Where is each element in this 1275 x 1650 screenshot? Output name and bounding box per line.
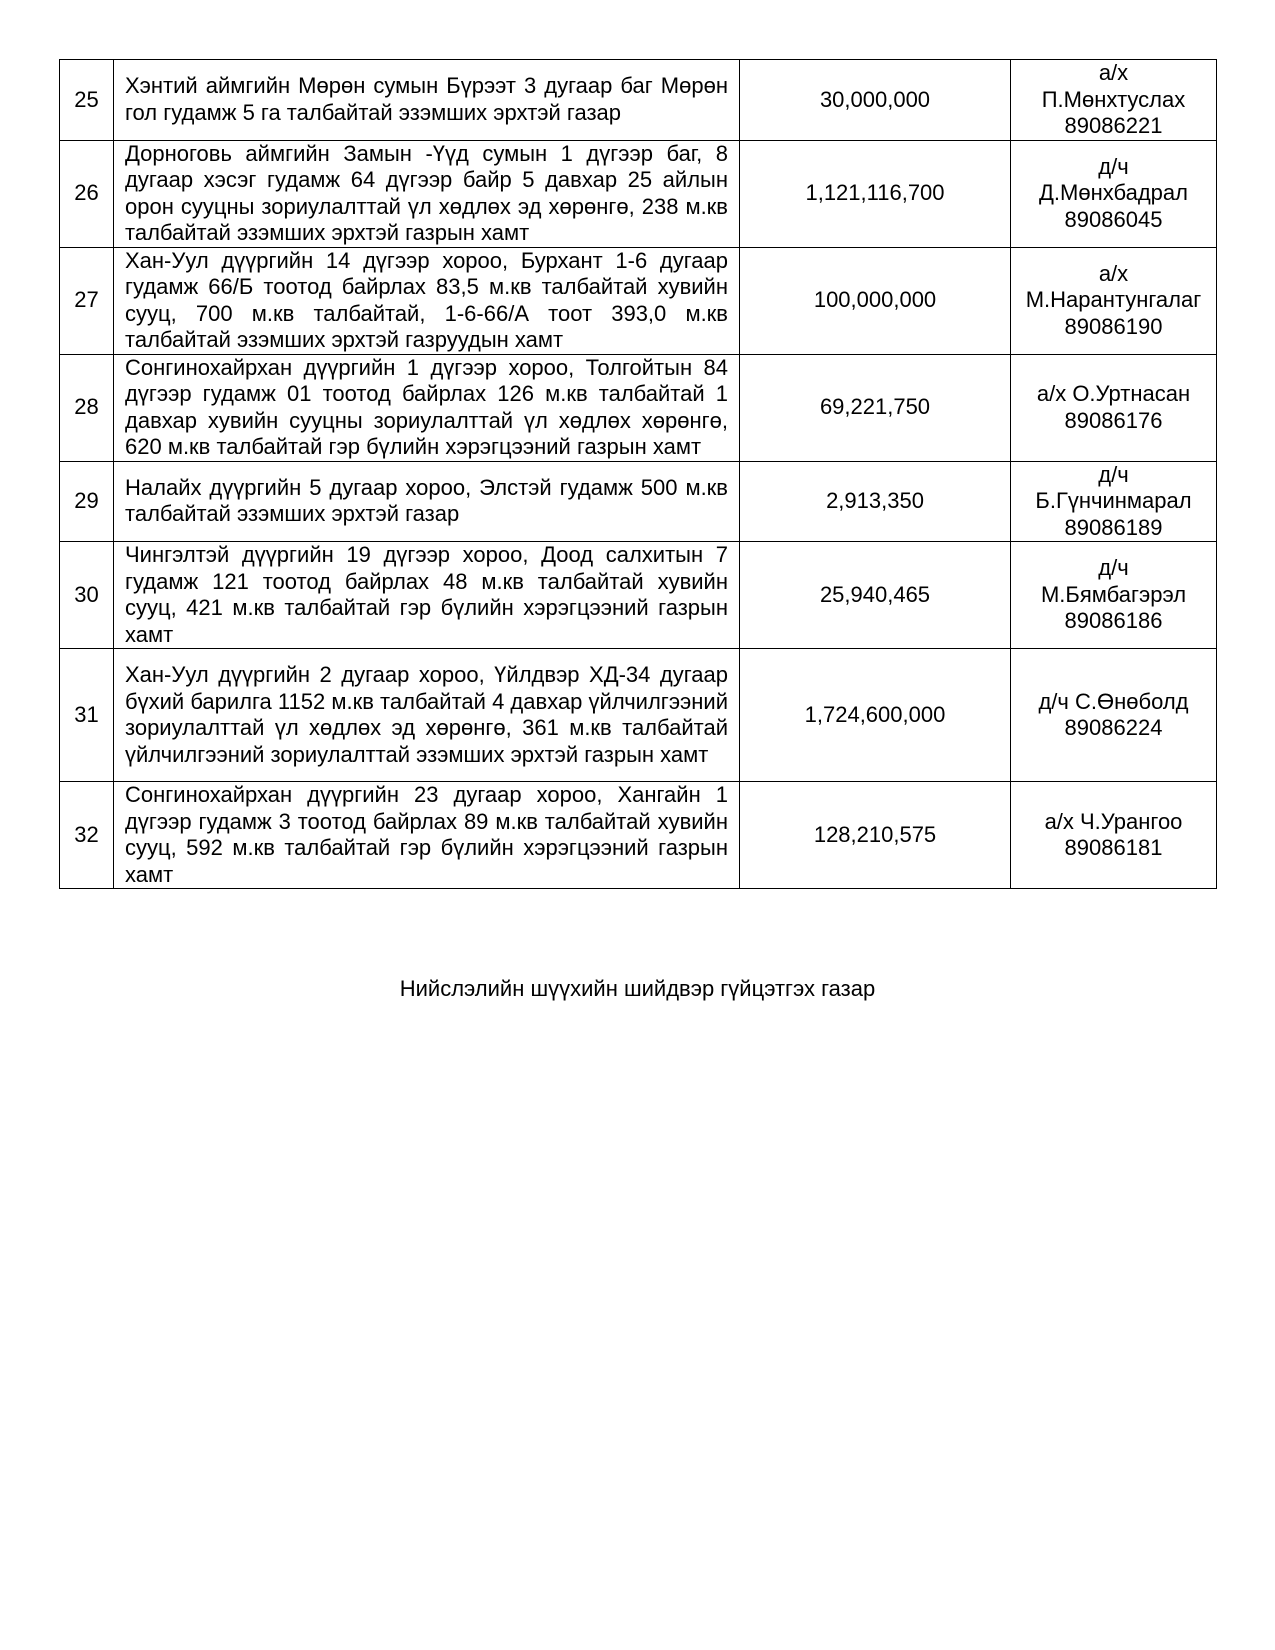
contact-phone: 89086221: [1064, 113, 1163, 138]
contact-cell: [1011, 247, 1217, 354]
table-row: [60, 354, 1217, 461]
row-number: 31: [60, 649, 114, 782]
contact-name: а/х О.Уртнасан: [1036, 381, 1191, 406]
property-description: Чингэлтэй дүүргийн 19 дүгээр хороо, Доод салхитын 7 гудамж 121 тоотод байрлах 48 м.кв талбайтай хувийн сууц, 421 м.кв талбайтай гэр бүлийн хэрэгцээний газрын хамт: [114, 542, 740, 649]
property-description: Сонгинохайрхан дүүргийн 1 дүгээр хороо, Толгойтын 84 дүгээр гудамж 01 тоотод байрлах 126 м.кв талбайтай 1 давхар хувийн сууцны зориулалттай үл хөдлөх хөрөнгө, 620 м.кв талбайтай гэр бүлийн хэрэгцээний газрын хамт: [114, 354, 740, 461]
contact-name: М.Нарантунгалаг: [1025, 287, 1202, 313]
property-price: 1,724,600,000: [740, 649, 1011, 782]
contact-role: а/х: [1098, 60, 1129, 85]
property-description: Сонгинохайрхан дүүргийн 23 дугаар хороо, Хангайн 1 дүгээр гудамж 3 тоотод байрлах 89 м.кв талбайтай хувийн сууц, 592 м.кв талбайтай гэр бүлийн хэрэгцээний газрын хамт: [114, 782, 740, 889]
contact-role: д/ч: [1098, 555, 1129, 581]
property-description: Хэнтий аймгийн Мөрөн сумын Бүрээт 3 дугаар баг Мөрөн гол гудамж 5 га талбайтай эзэмших эрхтэй газар: [114, 60, 740, 141]
contact-phone: 89086045: [1064, 206, 1163, 232]
contact-role: д/ч: [1098, 461, 1129, 487]
property-price: 25,940,465: [740, 542, 1011, 649]
contact-name: Б.Гүнчинмарал: [1035, 488, 1192, 513]
property-description: Хан-Уул дүүргийн 14 дүгээр хороо, Бурхант 1-6 дугаар гудамж 66/Б тоотод байрлах 83,5 м.кв талбайтай хувийн сууц, 700 м.кв талбайтай, 1-6-66/А тоот 393,0 м.кв талбайтай эзэмших эрхтэй газруудын хамт: [114, 247, 740, 354]
contact-cell: [1011, 140, 1217, 247]
table-row: [60, 60, 1217, 141]
contact-name: М.Бямбагэрэл: [1040, 581, 1187, 607]
contact-phone: 89086189: [1064, 514, 1163, 540]
property-price: 30,000,000: [740, 60, 1011, 141]
property-price: 128,210,575: [740, 782, 1011, 889]
contact-name: д/ч С.Өнөболд: [1038, 688, 1189, 714]
table-row: [60, 461, 1217, 542]
contact-cell: [1011, 60, 1217, 141]
property-price: 2,913,350: [740, 461, 1011, 542]
contact-cell: [1011, 782, 1217, 889]
contact-name: а/х Ч.Урангоо: [1044, 808, 1183, 834]
issuing-authority: Нийслэлийн шүүхийн шийдвэр гүйцэтгэх газар: [399, 976, 876, 1001]
contact-cell: [1011, 354, 1217, 461]
contact-name: П.Мөнхтуслах: [1041, 86, 1186, 112]
contact-phone: 89086181: [1064, 835, 1163, 860]
table-row: [60, 247, 1217, 354]
property-price: 69,221,750: [740, 354, 1011, 461]
property-description: Дорноговь аймгийн Замын -Үүд сумын 1 дүгээр баг, 8 дугаар хэсэг гудамж 64 дүгээр байр 5 давхар 25 айлын орон сууцны зориулалттай үл хөдлөх эд хөрөнгө, 238 м.кв талбайтай эзэмших эрхтэй газрын хамт: [114, 140, 740, 247]
row-number: 29: [60, 461, 114, 542]
row-number: 26: [60, 140, 114, 247]
contact-cell: [1011, 542, 1217, 649]
contact-phone: 89086190: [1064, 313, 1163, 339]
table-row: [60, 140, 1217, 247]
contact-cell: [1011, 649, 1217, 782]
property-description: Налайх дүүргийн 5 дугаар хороо, Элстэй гудамж 500 м.кв талбайтай эзэмших эрхтэй газар: [114, 461, 740, 542]
listing-table: [59, 59, 1217, 889]
contact-phone: 89086176: [1064, 407, 1163, 433]
contact-role: а/х: [1098, 260, 1129, 286]
row-number: 32: [60, 782, 114, 889]
table-row: [60, 782, 1217, 889]
property-description: Хан-Уул дүүргийн 2 дугаар хороо, Үйлдвэр ХД-34 дугаар бүхий барилга 1152 м.кв талбайтай 4 давхар үйлчилгээний зориулалттай үл хөдлөх эд хөрөнгө, 361 м.кв талбайтай үйлчилгээний зориулалттай эзэмших эрхтэй газрын хамт: [114, 649, 740, 782]
table-row: [60, 542, 1217, 649]
table-row: [60, 649, 1217, 782]
property-price: 1,121,116,700: [740, 140, 1011, 247]
contact-name: Д.Мөнхбадрал: [1039, 180, 1188, 206]
contact-cell: [1011, 461, 1217, 542]
contact-phone: 89086186: [1064, 608, 1163, 634]
property-price: 100,000,000: [740, 247, 1011, 354]
row-number: 30: [60, 542, 114, 649]
row-number: 27: [60, 247, 114, 354]
row-number: 28: [60, 354, 114, 461]
contact-phone: 89086224: [1064, 715, 1163, 740]
row-number: 25: [60, 60, 114, 141]
contact-role: д/ч: [1098, 153, 1129, 179]
